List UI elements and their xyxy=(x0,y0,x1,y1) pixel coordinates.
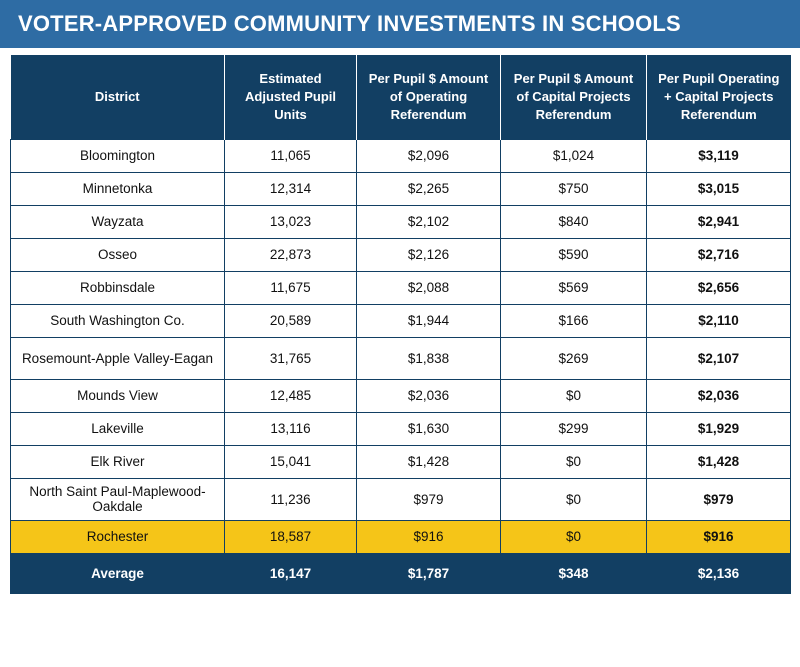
table-row xyxy=(11,271,791,304)
cell-capital-referendum: $840 xyxy=(501,205,647,238)
cell-capital-referendum: $750 xyxy=(501,172,647,205)
cell-total-referendum: $1,428 xyxy=(647,445,791,478)
cell-district: South Washington Co. xyxy=(11,304,225,337)
cell-capital-referendum: $569 xyxy=(501,271,647,304)
cell-district: North Saint Paul-Maplewood-Oakdale xyxy=(11,478,225,520)
cell-district: Osseo xyxy=(11,238,225,271)
cell-pupil-units: 20,589 xyxy=(225,304,357,337)
header-line: Referendum xyxy=(680,106,757,122)
cell-district: Wayzata xyxy=(11,205,225,238)
table-row xyxy=(11,238,791,271)
cell-pupil-units: 13,116 xyxy=(225,412,357,445)
table-row xyxy=(11,412,791,445)
cell-capital-referendum: $0 xyxy=(501,445,647,478)
page-title-bar xyxy=(0,0,800,48)
table-row xyxy=(11,139,791,172)
cell-pupil-units: 12,485 xyxy=(225,379,357,412)
table-row xyxy=(11,337,791,379)
cell-operating-referendum: $916 xyxy=(357,520,501,553)
cell-district: Minnetonka xyxy=(11,172,225,205)
cell-district: Mounds View xyxy=(11,379,225,412)
header-line: + Capital Projects xyxy=(664,88,774,104)
cell-total-referendum: $2,656 xyxy=(647,271,791,304)
cell-pupil-units: 11,065 xyxy=(225,139,357,172)
cell-operating-referendum: $2,096 xyxy=(357,139,501,172)
cell-total-referendum: $2,136 xyxy=(647,553,791,593)
cell-capital-referendum: $269 xyxy=(501,337,647,379)
cell-total-referendum: $979 xyxy=(647,478,791,520)
cell-capital-referendum: $0 xyxy=(501,478,647,520)
cell-capital-referendum: $348 xyxy=(501,553,647,593)
cell-pupil-units: 18,587 xyxy=(225,520,357,553)
table-row xyxy=(11,304,791,337)
cell-total-referendum: $3,015 xyxy=(647,172,791,205)
cell-operating-referendum: $2,088 xyxy=(357,271,501,304)
cell-operating-referendum: $1,428 xyxy=(357,445,501,478)
cell-total-referendum: $2,941 xyxy=(647,205,791,238)
table-header xyxy=(11,55,791,139)
cell-total-referendum: $2,110 xyxy=(647,304,791,337)
cell-total-referendum: $1,929 xyxy=(647,412,791,445)
header-line: Estimated xyxy=(259,71,322,87)
table-header-row xyxy=(11,55,791,139)
table-row xyxy=(11,379,791,412)
cell-capital-referendum: $299 xyxy=(501,412,647,445)
cell-capital-referendum: $166 xyxy=(501,304,647,337)
header-line: of Capital Projects xyxy=(516,88,631,104)
column-header-capital-referendum xyxy=(501,55,647,139)
cell-operating-referendum: $2,102 xyxy=(357,205,501,238)
cell-district: Rosemount-Apple Valley-Eagan xyxy=(11,337,225,379)
table-row xyxy=(11,520,791,553)
cell-operating-referendum: $1,944 xyxy=(357,304,501,337)
cell-district: Rochester xyxy=(11,520,225,553)
cell-pupil-units: 13,023 xyxy=(225,205,357,238)
cell-district: Bloomington xyxy=(11,139,225,172)
cell-pupil-units: 11,236 xyxy=(225,478,357,520)
cell-district: Robbinsdale xyxy=(11,271,225,304)
cell-operating-referendum: $1,630 xyxy=(357,412,501,445)
column-header-total-referendum xyxy=(647,55,791,139)
table-row xyxy=(11,478,791,520)
cell-operating-referendum: $2,036 xyxy=(357,379,501,412)
table-body xyxy=(11,139,791,593)
table-row xyxy=(11,553,791,593)
header-line: Per Pupil $ Amount xyxy=(368,71,489,87)
cell-pupil-units: 22,873 xyxy=(225,238,357,271)
column-header-pupil-units xyxy=(225,55,357,139)
cell-district: Lakeville xyxy=(11,412,225,445)
header-line: Referendum xyxy=(390,106,467,122)
cell-operating-referendum: $2,126 xyxy=(357,238,501,271)
cell-pupil-units: 16,147 xyxy=(225,553,357,593)
page-title: VOTER-APPROVED COMMUNITY INVESTMENTS IN SCHOOLS xyxy=(18,11,681,36)
cell-total-referendum: $2,036 xyxy=(647,379,791,412)
cell-capital-referendum: $0 xyxy=(501,379,647,412)
cell-district: Average xyxy=(11,553,225,593)
header-line: Per Pupil Operating xyxy=(658,71,780,87)
header-line: Referendum xyxy=(535,106,612,122)
cell-operating-referendum: $2,265 xyxy=(357,172,501,205)
cell-operating-referendum: $1,838 xyxy=(357,337,501,379)
header-line: District xyxy=(94,88,140,104)
cell-capital-referendum: $590 xyxy=(501,238,647,271)
referendum-table xyxy=(10,55,791,594)
cell-capital-referendum: $1,024 xyxy=(501,139,647,172)
cell-total-referendum: $2,107 xyxy=(647,337,791,379)
cell-pupil-units: 15,041 xyxy=(225,445,357,478)
cell-pupil-units: 31,765 xyxy=(225,337,357,379)
cell-total-referendum: $916 xyxy=(647,520,791,553)
table-row xyxy=(11,172,791,205)
table-row xyxy=(11,205,791,238)
cell-total-referendum: $2,716 xyxy=(647,238,791,271)
table-row xyxy=(11,445,791,478)
header-line: of Operating xyxy=(389,88,468,104)
cell-operating-referendum: $1,787 xyxy=(357,553,501,593)
column-header-district xyxy=(11,55,225,139)
cell-district: Elk River xyxy=(11,445,225,478)
cell-pupil-units: 11,675 xyxy=(225,271,357,304)
header-line: Units xyxy=(274,106,307,122)
header-line: Adjusted Pupil xyxy=(245,88,336,104)
header-line: Per Pupil $ Amount xyxy=(513,71,634,87)
cell-capital-referendum: $0 xyxy=(501,520,647,553)
table-container xyxy=(10,55,790,594)
cell-pupil-units: 12,314 xyxy=(225,172,357,205)
cell-operating-referendum: $979 xyxy=(357,478,501,520)
column-header-operating-referendum xyxy=(357,55,501,139)
cell-total-referendum: $3,119 xyxy=(647,139,791,172)
